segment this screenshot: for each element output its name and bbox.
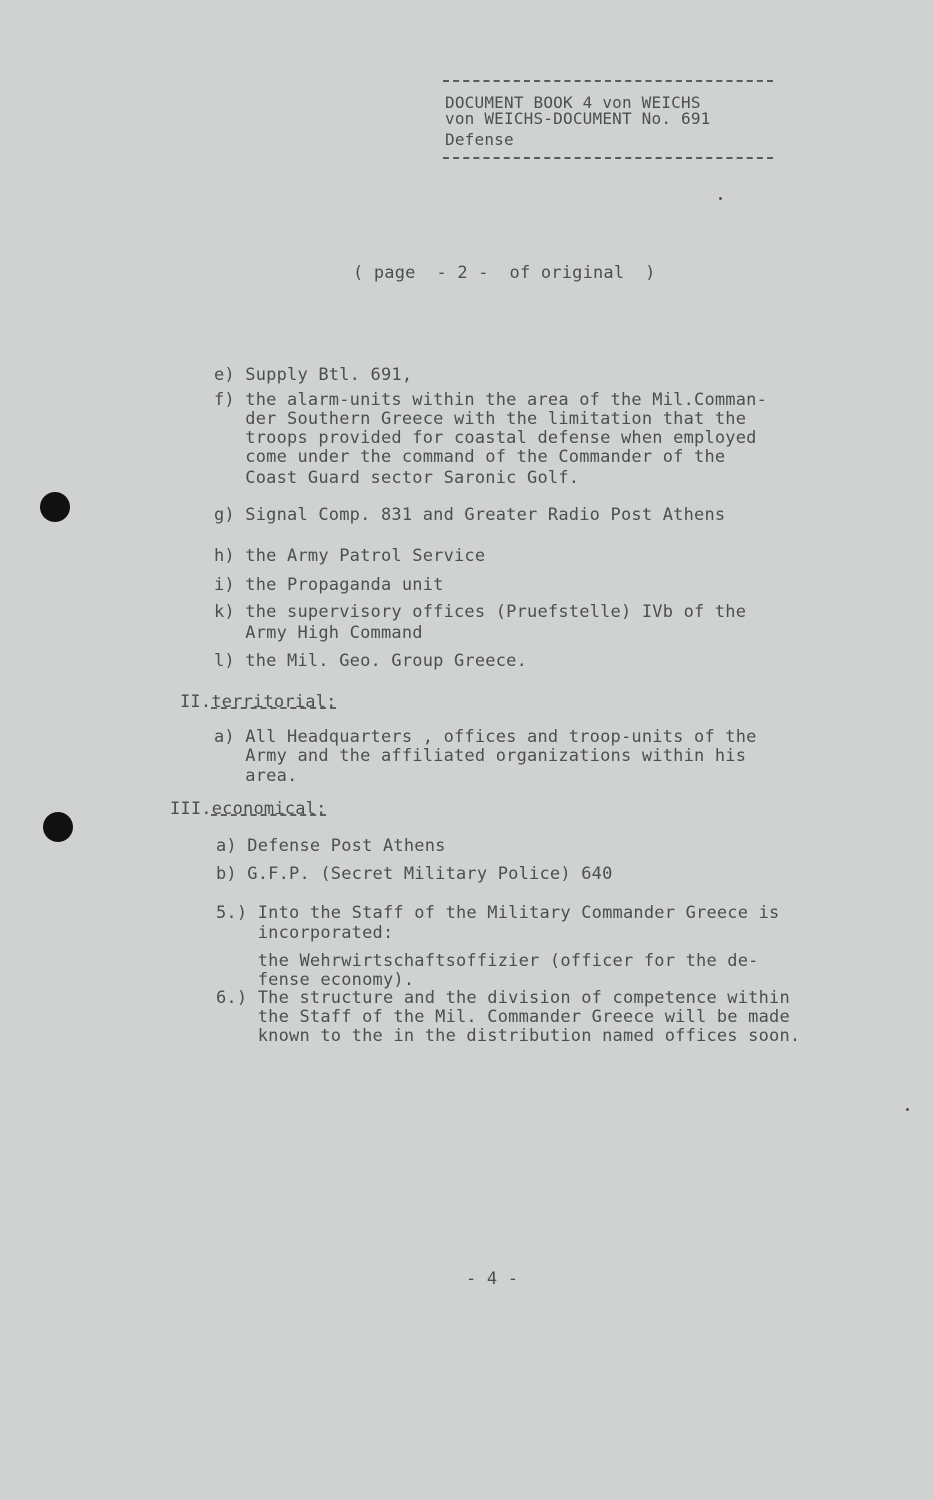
territorial-a-line-1: a) All Headquarters , offices and troop-units of the — [214, 727, 757, 747]
punch-hole-top — [40, 492, 70, 522]
section-prefix: II. — [180, 692, 212, 712]
speck — [906, 1108, 909, 1111]
section-title: territorial: — [211, 692, 337, 712]
page-number: - 4 - — [466, 1269, 519, 1289]
para-6-line-3: known to the in the distribution named offices soon. — [216, 1026, 801, 1046]
item-h: h) the Army Patrol Service — [214, 546, 486, 566]
header-top-rule — [443, 80, 773, 82]
territorial-a-line-2: Army and the affiliated organizations within his — [214, 746, 747, 766]
para-5b-line-2: fense economy). — [216, 970, 415, 990]
item-f-line-3: troops provided for coastal defense when employed — [214, 428, 757, 448]
item-k-line-1: k) the supervisory offices (Pruefstelle) IVb of the — [214, 602, 747, 622]
economical-a: a) Defense Post Athens — [216, 836, 446, 856]
item-g: g) Signal Comp. 831 and Greater Radio Post Athens — [214, 505, 726, 525]
para-5-line-2: incorporated: — [216, 923, 394, 943]
section-economical-heading — [170, 800, 327, 819]
section-territorial-heading — [180, 693, 337, 712]
header-line-1: DOCUMENT BOOK 4 von WEICHS — [445, 93, 701, 112]
item-f-line-4: come under the command of the Commander of the — [214, 447, 726, 467]
header-line-2: von WEICHS-DOCUMENT No. 691 — [445, 109, 711, 128]
item-f-line-5: Coast Guard sector Saronic Golf. — [214, 468, 580, 488]
item-f-line-2: der Southern Greece with the limitation that the — [214, 409, 747, 429]
para-5b-line-1: the Wehrwirtschaftsoffizier (officer for the de- — [216, 951, 759, 971]
item-k-line-2: Army High Command — [214, 623, 423, 643]
para-6-line-1: 6.) The structure and the division of competence within — [216, 988, 790, 1008]
item-e: e) Supply Btl. 691, — [214, 365, 413, 385]
header-bottom-rule — [443, 157, 773, 159]
economical-b: b) G.F.P. (Secret Military Police) 640 — [216, 864, 613, 884]
header-line-3: Defense — [445, 130, 514, 149]
speck — [719, 197, 722, 200]
para-6-line-2: the Staff of the Mil. Commander Greece will be made — [216, 1007, 790, 1027]
item-i: i) the Propaganda unit — [214, 575, 444, 595]
section-prefix: III. — [170, 799, 212, 819]
territorial-a-line-3: area. — [214, 766, 298, 786]
item-f-line-1: f) the alarm-units within the area of the Mil.Comman- — [214, 390, 768, 410]
item-l: l) the Mil. Geo. Group Greece. — [214, 651, 528, 671]
para-5-line-1: 5.) Into the Staff of the Military Commander Greece is — [216, 903, 780, 923]
section-title: economical: — [211, 799, 327, 819]
page-reference: ( page - 2 - of original ) — [353, 263, 656, 283]
punch-hole-bottom — [43, 812, 73, 842]
